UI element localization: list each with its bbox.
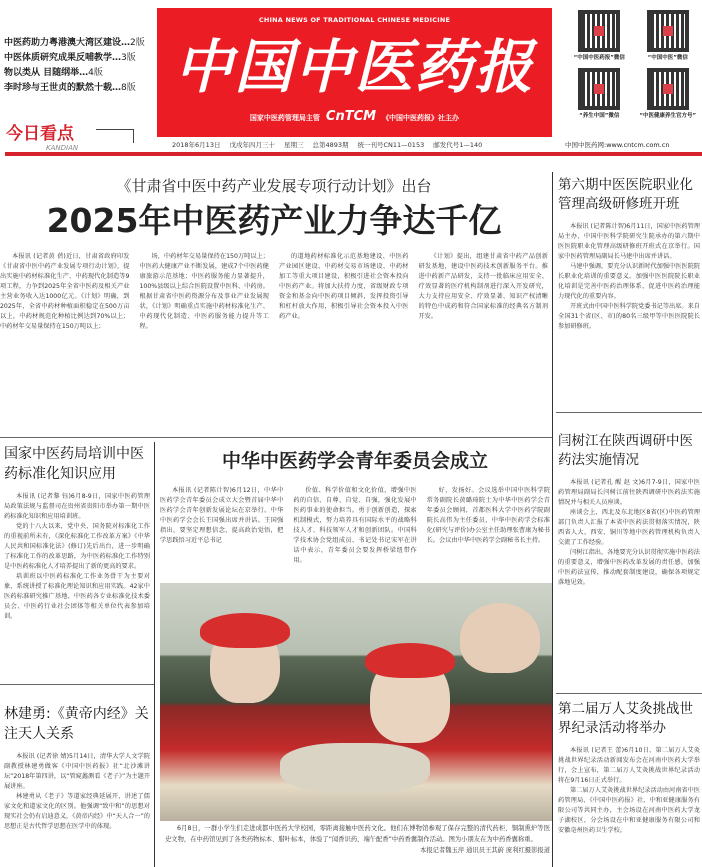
teaser-page: 4版 bbox=[88, 68, 103, 78]
masthead-sub bbox=[157, 109, 552, 126]
cntcm-logo: CnTCM bbox=[325, 109, 377, 124]
story-paragraph: 本报讯 (记者陈计智)6月11日，国家中医药管理局主办、中国中医科学院研究生院承办的第六期中医医院职业化管理高级研修班开班式在京举行。国家中医药管理局副局长马建中出席并讲话。 bbox=[558, 223, 700, 260]
section-divider bbox=[556, 412, 702, 413]
lead-column: 本报讯 (记者黄 蓓)近日，甘肃省政府印发《甘肃省中医中药产业发展专项行动计划》，提出实施中药材标准化生产、中药现代化制造等9项工程，力争到2025年全省中医药及相关产业主营业务收入达1000亿元。《计划》明确，到2025年，全省中药材种植面积稳定在500万亩以上，中药材规范化种植比例达到70%以上；中药材年交易量保持在150万吨以上； bbox=[0, 253, 130, 330]
qr-label: “中国中医药报”微信 bbox=[573, 55, 625, 61]
column-divider bbox=[154, 442, 155, 867]
qr-item[interactable] bbox=[565, 10, 634, 62]
qr-code-icon bbox=[647, 10, 689, 52]
story-paragraph: 党的十八大以来，党中央、国务院对标准化工作的重视前所未有，《深化标准化工作改革方案》《中华人民共和国标准化法》(修订)先后出台，进一步明确了标准化工作的改革思路，为中医药标准化工作特别是中医药标准化人才培养提出了新的更高的要求。 bbox=[4, 523, 150, 570]
story-headline[interactable]: 国家中医药局培训中医药标准化知识应用 bbox=[4, 446, 144, 482]
kandian-sub: KANDIAN bbox=[46, 144, 79, 152]
story-paragraph: 座谈会上，西北及东北地区8省(区)中医药管理部门负责人汇报了本省中医药法贯彻落实情况，陕西省人大、西安、铜川等地中医药管理机构负责人交流了工作经验。 bbox=[558, 509, 700, 546]
teaser-item[interactable] bbox=[4, 36, 156, 51]
qr-code-icon bbox=[578, 10, 620, 52]
section-divider bbox=[0, 684, 154, 685]
story-headline[interactable]: 第六期中医医院职业化管理高级研修班开班 bbox=[558, 177, 693, 212]
header-rule bbox=[5, 152, 702, 156]
masthead-english: CHINA NEWS OF TRADITIONAL CHINESE MEDICINE bbox=[258, 16, 451, 24]
photo-caption bbox=[165, 823, 550, 856]
lead-kicker: 《甘肃省中医中药产业发展专项行动计划》出台 bbox=[116, 177, 432, 195]
story-paragraph: 闫树江指出，各地要充分认识贯彻实施中医药法的重要意义，增强中医药改革发展的责任感，加强中医药法宣传，推动配套制度建设，确保各项规定落地见效。 bbox=[558, 549, 700, 586]
teaser-text: 中医体质研究成果反哺教学… bbox=[4, 53, 122, 63]
story-left-2 bbox=[4, 704, 150, 867]
weekday: 星期三 bbox=[283, 141, 304, 149]
dateline bbox=[172, 141, 557, 150]
lead-story bbox=[0, 176, 548, 432]
photo-child bbox=[460, 603, 540, 673]
kandian-label bbox=[6, 124, 136, 152]
lead-headline[interactable]: 2025年中医药产业力争达千亿 bbox=[46, 201, 502, 240]
photo-red-cap bbox=[365, 643, 455, 678]
story-headline[interactable]: 中华中医药学会青年委员会成立 bbox=[221, 450, 488, 472]
teaser-item[interactable] bbox=[4, 51, 156, 66]
kandian-bracket bbox=[96, 129, 134, 143]
story-paragraph: 开班式由中国中医科学院党委书记等出席。来自全国31个省(区、市)的80名三级甲等中医医院院长参加研修班。 bbox=[558, 303, 700, 330]
story-column: 价值、科学价值和文化价值，增强中医药的自信、自尊、自觉、自强，强化发展中医药事业的使命担当。勇于创新创造，探索机制模式，努力培养具有国际水平的战略科技人才、科技领军人才和创新团队。中国科学技术协会党组成员、书记处书记宋军在讲话中表示，青年委员会要发挥桥梁纽带作用。 bbox=[293, 487, 417, 564]
story-right-2 bbox=[558, 432, 700, 687]
lunar-date: 戊戌年四月三十 bbox=[229, 141, 275, 149]
masthead-title: 中国中医药报 bbox=[174, 33, 535, 101]
news-photo[interactable] bbox=[160, 583, 552, 821]
qr-item[interactable] bbox=[634, 10, 702, 62]
story-right-1 bbox=[558, 176, 700, 406]
story-paragraph: 本报讯 (记者王 蕾)6月10日，第二届万人艾灸挑战世界纪录活动新闻发布会在河南中医药大学举行，会上宣布，第二届万人艾灸挑战世界纪录活动将在9月16日正式举行。 bbox=[558, 747, 700, 784]
story-center bbox=[160, 448, 550, 576]
story-paragraph: 林建勇从《老子》等道家经典延展开，讲述了儒家文化和道家文化的区别。他强调“致中和”的思想对现实社会仍有启迪意义，《黄帝内经》中“天人合一”的思想正是古代哲学思想在医学中的体现。 bbox=[4, 793, 150, 830]
serial-number: 统一刊号CN11—0153 bbox=[357, 141, 425, 149]
story-paragraph: 马建中强调，要充分认识新时代加强中医医院院长职业化培训的重要意义。加强中医医院院长职业化培训是完善中医药治理体系、促进中医药治理能力现代化的重要内容。 bbox=[558, 263, 700, 300]
website-link[interactable]: 中国中医药网:www.cntcm.com.cn bbox=[565, 141, 670, 149]
section-divider bbox=[0, 437, 552, 438]
story-paragraph: 本报讯 (记者黎 钰)6月8-9日，国家中医药管理局政策法规与监督司在贵州省贵阳市举办第一期中医药标准化知识和应用培训班。 bbox=[4, 493, 150, 520]
story-left-1 bbox=[4, 444, 150, 676]
story-paragraph: 本报讯 (记者徐 婧)5月14日，清华大学人文学院副教授林建勇做客《中国中医药报》社“北沙滩讲坛”2018年第四讲，以“管窥蠡测看《老子》”为主题开展讲座。 bbox=[4, 753, 150, 790]
qr-item[interactable] bbox=[634, 68, 702, 120]
teaser-text: 物以类从 目随纲举… bbox=[4, 68, 89, 78]
qr-code-icon bbox=[578, 68, 620, 110]
teaser-list bbox=[4, 36, 156, 96]
qr-label: “养生中国”微信 bbox=[579, 113, 620, 119]
postal-code: 邮发代号1—140 bbox=[433, 141, 483, 149]
story-headline[interactable]: 闫树江在陕西调研中医药法实施情况 bbox=[558, 433, 693, 468]
sponsor: 国家中医药管理局主管 bbox=[249, 114, 320, 122]
teaser-page: 8版 bbox=[121, 83, 136, 93]
qr-item[interactable] bbox=[565, 68, 634, 120]
publisher: 《中国中医药报》社主办 bbox=[382, 114, 460, 122]
lead-column: 场，中药材年交易量保持在150万吨以上；中医药大健康产业不断发展，建成7个中医药健康旅游示范基地；中医药服务能力显著提升，100%县级以上综合医院设置中医科、中药房。根据甘肃省中医药资源分布及事业产业发展现状，《计划》明确重点实施中药材标准化生产、中药现代化制造、中医药服务能力提升等工程。 bbox=[139, 253, 269, 330]
date: 2018年6月13日 bbox=[172, 141, 221, 149]
kandian-title: 今日看点 bbox=[6, 124, 74, 144]
qr-label: “中国中医”微信 bbox=[647, 55, 688, 61]
qr-code-icon bbox=[647, 68, 689, 110]
teaser-text: 李时珍与王世贞的默然十载… bbox=[4, 83, 122, 93]
teaser-page: 2版 bbox=[130, 38, 145, 48]
qr-label: “中医健康养生官方号” bbox=[639, 113, 697, 119]
story-column: 好，发扬好。会议选举中国中医科学院常务副院长黄璐琦院士为中华中医药学会青年委员会顾问，首都医科大学中医药学院副院长高伟为主任委员，中华中医药学会标准化(研究与评价)办公室主任助理张曹康为秘书长。会议由中华中医药学会副秘书长主持。 bbox=[426, 487, 550, 544]
teaser-page: 3版 bbox=[121, 53, 136, 63]
photo-scale bbox=[280, 743, 430, 793]
teaser-item[interactable] bbox=[4, 66, 156, 81]
lead-column: 的道地药材标准化示范基地建设、中医药产业园区建设、中药材交易市场建设、中药材加工等重大项目建设，积极引进社会资本投向中医药产业。将加大扶持力度，省级财政专项资金和基金向中医药项目倾斜，发挥投资引导和杠杆放大作用，积极引导社会资本投入中医药产业。 bbox=[279, 253, 409, 320]
story-paragraph: 本报讯 (记者孔 醒 赵 文)6月7-9日，国家中医药管理局副局长闫树江前往陕西调研中医药法实施情况并与相关人员座谈。 bbox=[558, 479, 700, 506]
teaser-item[interactable] bbox=[4, 81, 156, 96]
story-column: 本报讯 (记者陈计智)6月12日，中华中医药学会青年委员会成立大会暨首届中华中医药学会青年创新发展论坛在京举行。中华中医药学会会长王国强出席并讲话。王国强指出，要坚定理想信念，提高政治觉悟，把学思践悟习近平总书记 bbox=[160, 487, 284, 544]
lead-column: 《计划》提出，组建甘肃省中药产品创新研发基地，建设中医药技术创新服务平台。推进中药新产品研发，支持一批临床应用安全、疗效显著的医疗机构制剂进行深入开发研究，大力支持应用安全、疗效显著、知识产权清晰的特色中成药和符合国家标准的经典名方制剂开发。 bbox=[418, 253, 548, 320]
masthead bbox=[157, 8, 552, 137]
caption-text: 6月8日，一群小学生们走进成都中医药大学校园，零距离接触中医药文化。他们在博物馆参观了保存完整的清代药柜、铜制熏炉等医史文物，在中药馆见到了各类药物标本、腊叶标本，体验了“闻香识药，端午配香”中药香囊制作活动。图为小朋友在为中药香囊称重。 bbox=[165, 825, 550, 843]
story-headline[interactable]: 第二届万人艾灸挑战世界纪录活动将举办 bbox=[558, 701, 693, 736]
qr-codes bbox=[565, 10, 702, 120]
photo-red-cap bbox=[200, 613, 290, 648]
story-paragraph: 第二届万人艾灸挑战世界纪录活动由河南省中医药管理局、《中国中医药报》社、中和亚健康服务有限公司等共同主办，主会场设在河南中医药大学龙子湖校区，分会场设在中和亚健康服务有限公司和安徽亳州医药卫生学校。 bbox=[558, 787, 700, 834]
issue-number: 总第4893期 bbox=[312, 141, 349, 149]
story-headline[interactable]: 林建勇:《黄帝内经》关注天人关系 bbox=[4, 706, 149, 742]
section-divider bbox=[556, 693, 702, 694]
story-right-3 bbox=[558, 700, 700, 867]
teaser-text: 中医药助力粤港澳大湾区建设… bbox=[4, 38, 131, 48]
photo-credit: 本报记者魏玉萍 通讯员王其蔚 庞利红摄影报道 bbox=[420, 847, 550, 854]
story-paragraph: 培训班以中医药标准化工作业务骨干为主要对象，系统讲授了标准化理论知识和应用实践。42家中医药标准研究推广基地、中医药各专业标准化技术委员会、中医药行业社会团体等相关单位代表参加培训。 bbox=[4, 573, 150, 620]
column-divider bbox=[552, 172, 553, 867]
